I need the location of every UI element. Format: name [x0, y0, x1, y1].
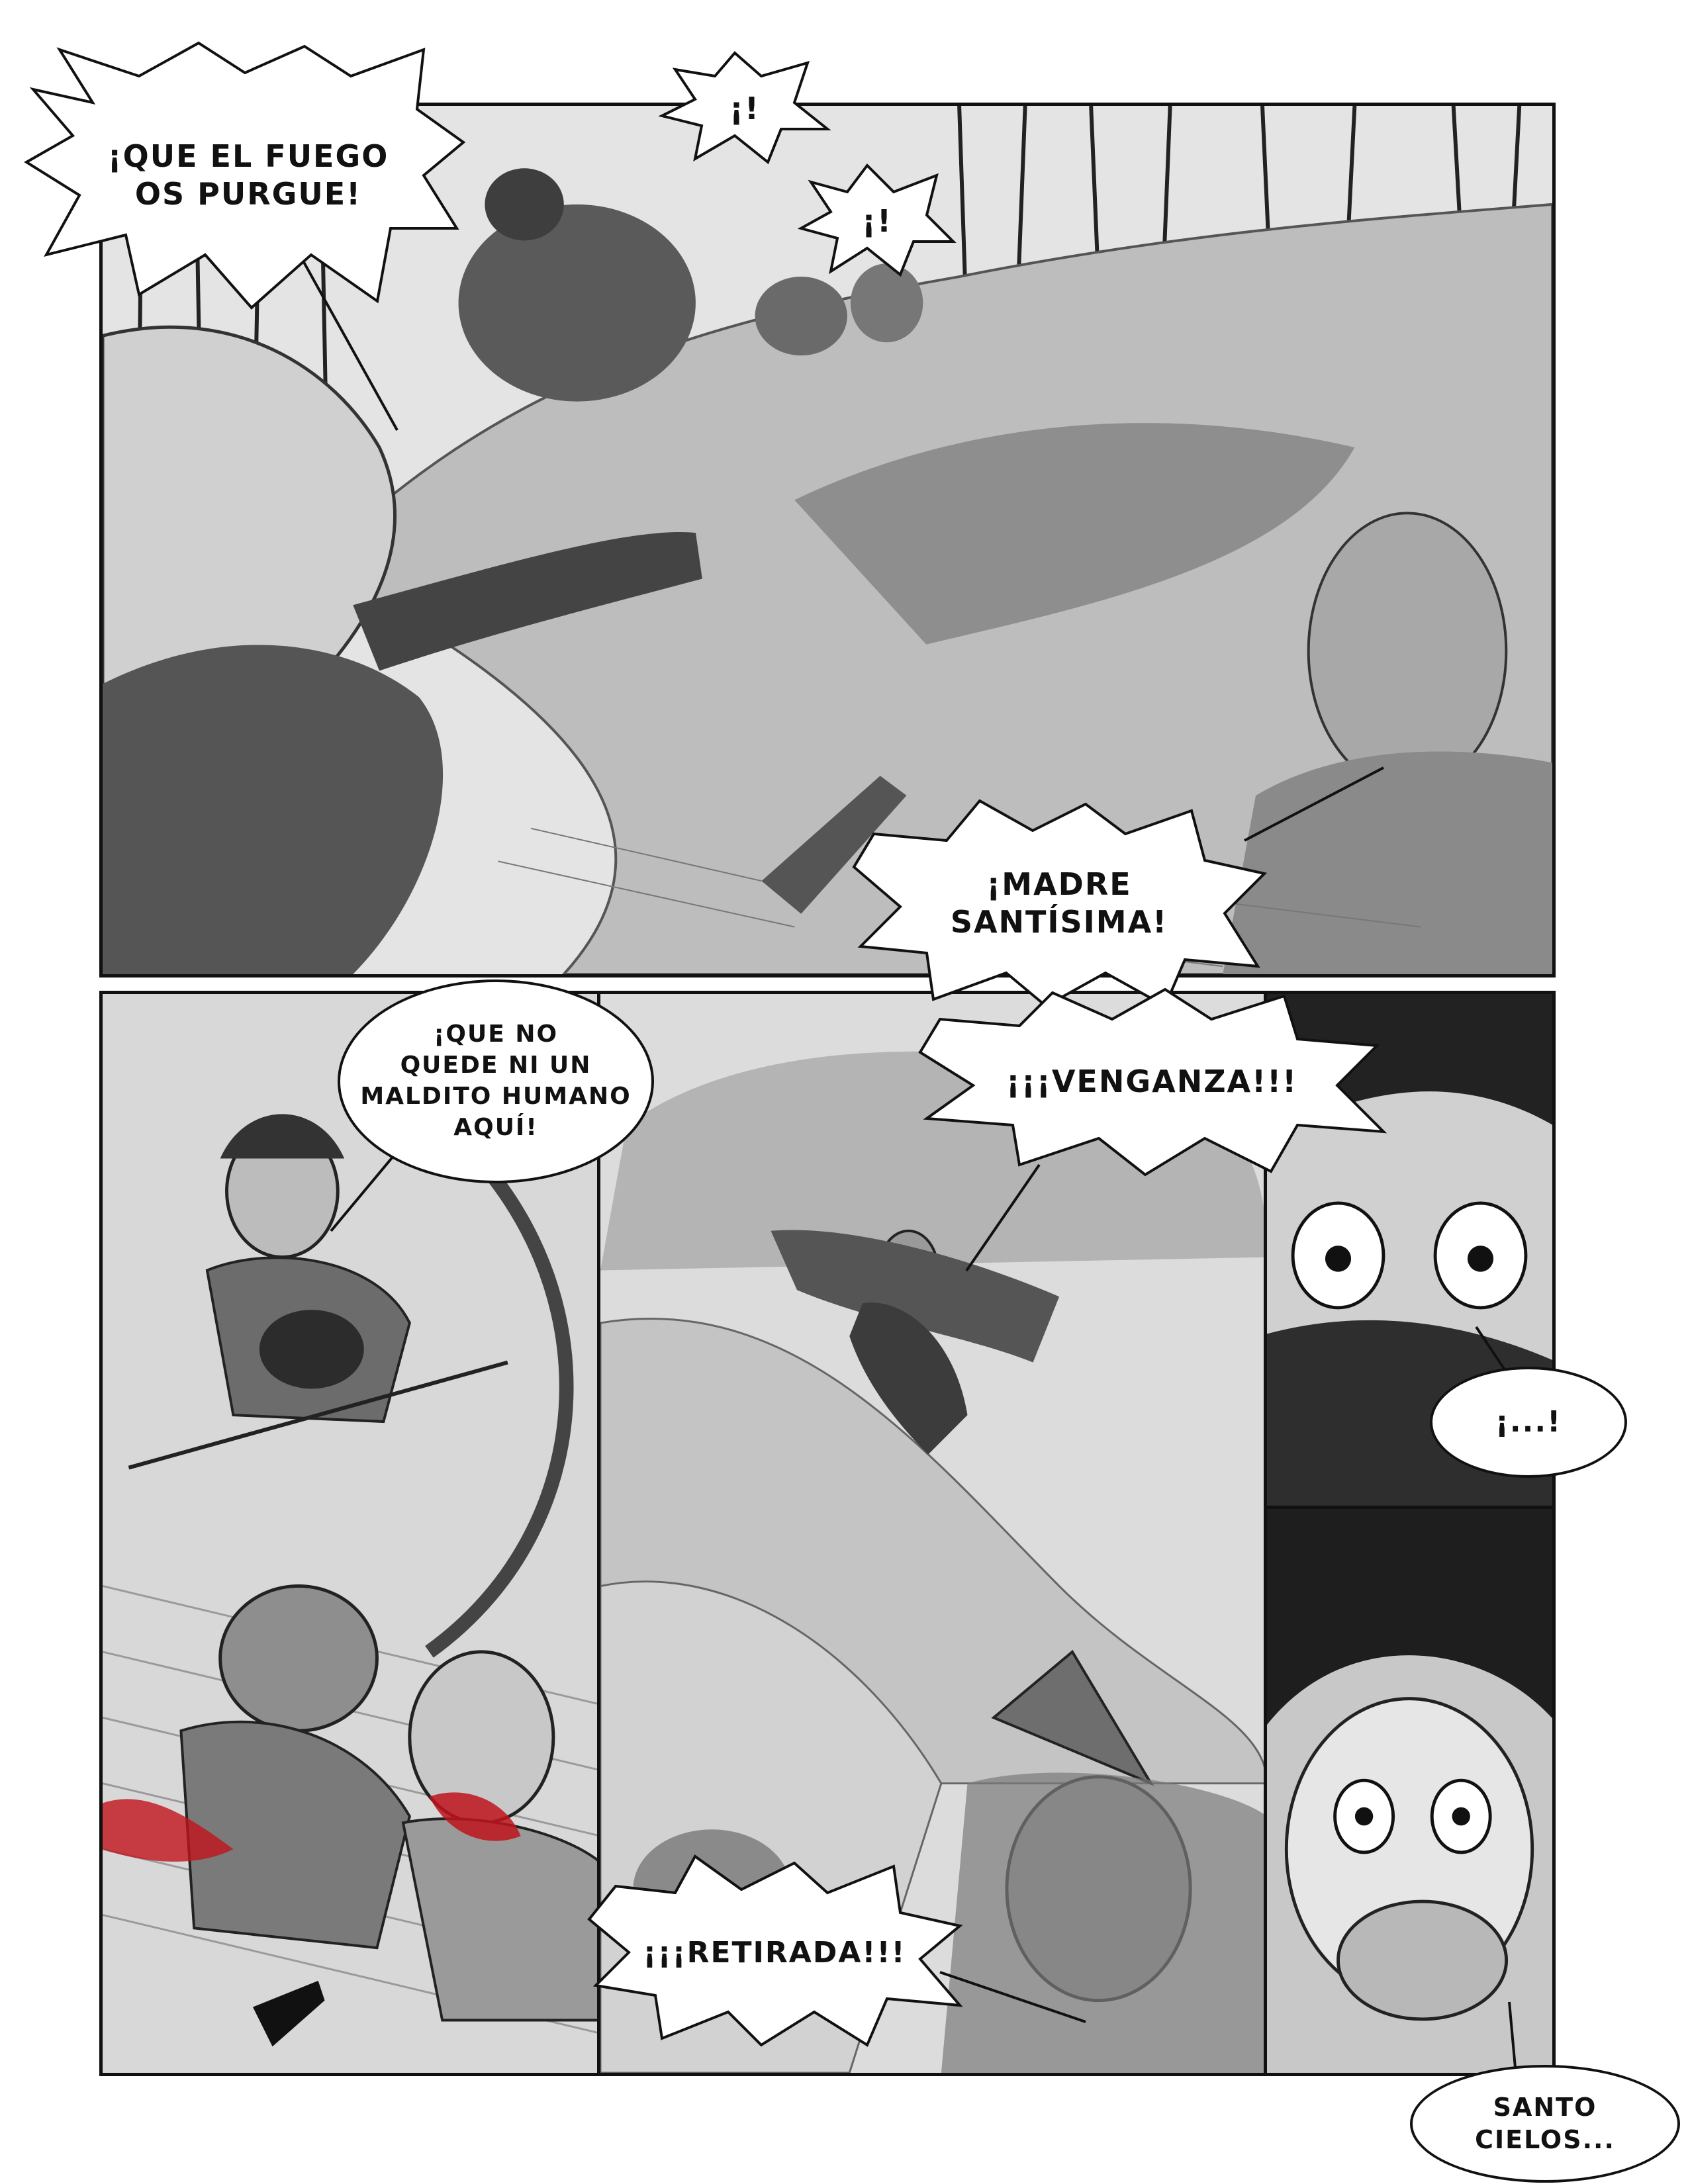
speech-balloon-santo-cielos [1410, 2065, 1680, 2183]
speech-balloon-que-no-quede [338, 979, 654, 1183]
burst-balloon-retirada [583, 1853, 966, 2052]
que-el-fuego-text: ¡QUE EL FUEGO OS PURGUE! [107, 138, 389, 212]
santo-cielos-text: SANTO CIELOS... [1475, 2092, 1615, 2154]
retirada-text: ¡¡¡RETIRADA!!! [643, 1935, 906, 1970]
burst-balloon-excl-1 [655, 50, 834, 169]
woman-mouth-artwork [1267, 1509, 1552, 2073]
burst-balloon-venganza [914, 986, 1390, 1178]
excl-1-text: ¡! [729, 91, 760, 127]
madre-santisima-text: ¡MADRE SANTÍSIMA! [950, 866, 1168, 940]
panel-woman-mouth [1264, 1506, 1556, 2076]
speech-balloon-ellipsis [1430, 1367, 1627, 1478]
burst-balloon-excl-2 [794, 162, 960, 281]
que-no-quede-text: ¡QUE NO QUEDE NI UN MALDITO HUMANO AQUÍ! [360, 1021, 632, 1141]
excl-2-text: ¡! [862, 203, 892, 240]
ellipsis-text: ¡...! [1495, 1405, 1562, 1439]
venganza-text: ¡¡¡VENGANZA!!! [1006, 1064, 1298, 1100]
burst-balloon-que-el-fuego [20, 36, 477, 314]
burst-balloon-madre-santisima [847, 794, 1271, 1013]
